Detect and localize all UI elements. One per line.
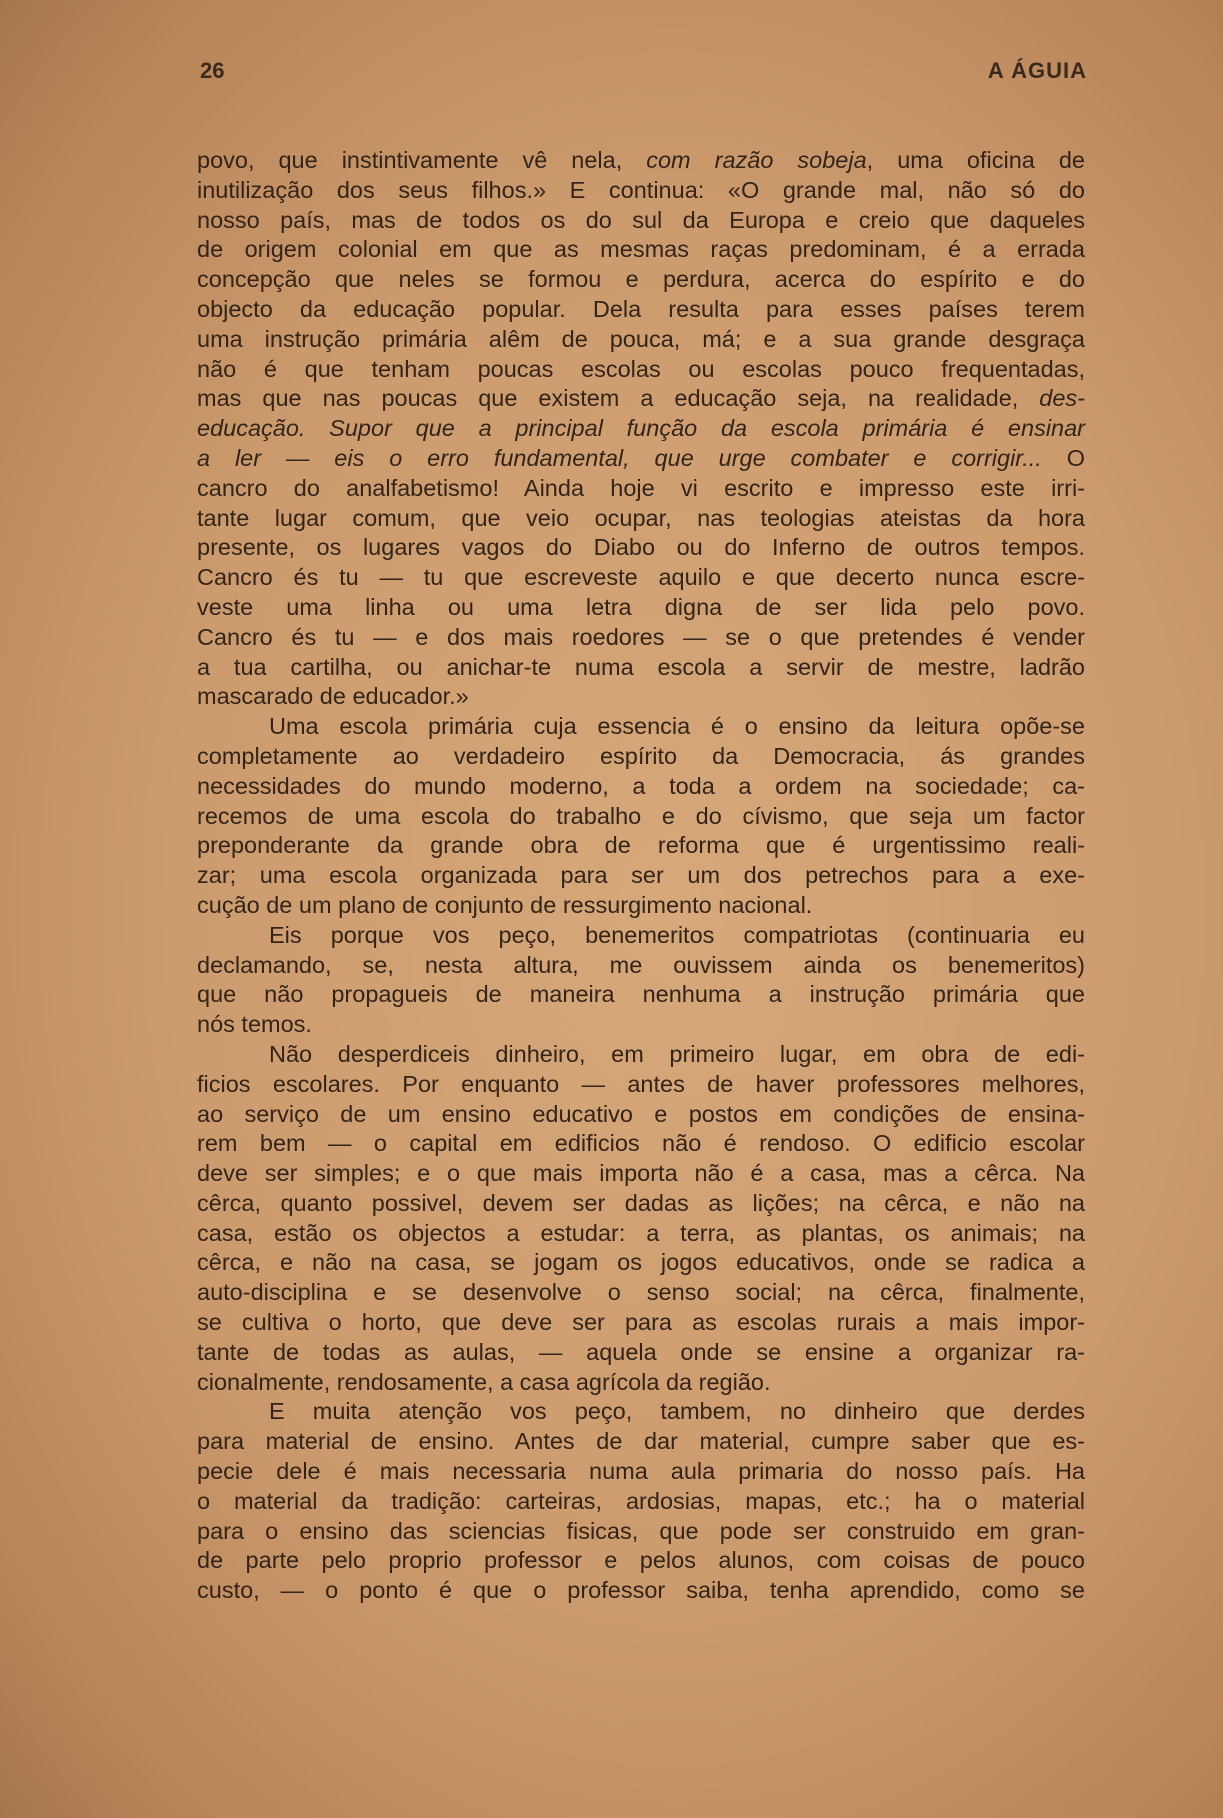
text-span: auto-disciplina e se desenvolve o senso social; na cêrca, finalmente,: [197, 1279, 1085, 1306]
text-span: recemos de uma escola do trabalho e do cívismo, que seja um factor: [197, 802, 1085, 829]
italic-text: educação. Supor que a principal função da escola primária é ensinar: [197, 415, 1085, 442]
text-span: veste uma linha ou uma letra digna de ser lida pelo povo.: [197, 593, 1085, 620]
text-span: a tua cartilha, ou anichar-te numa escola a servir de mestre, ladrão: [197, 653, 1085, 680]
text-line: [197, 1338, 1085, 1368]
text-line: [197, 1368, 1085, 1398]
text-line: [197, 533, 1085, 563]
text-line: [197, 1100, 1085, 1130]
text-line: [197, 1278, 1085, 1308]
text-span: Uma escola primária cuja essencia é o ensino da leitura opõe-se: [269, 713, 1085, 740]
italic-text: a ler — eis o erro fundamental, que urge combater e corrigir...: [197, 444, 1042, 471]
text-line: [197, 802, 1085, 832]
text-span: cionalmente, rendosamente, a casa agrícola da região.: [197, 1368, 771, 1395]
text-span: E muita atenção vos peço, tambem, no dinheiro que derdes: [269, 1398, 1085, 1425]
text-line: [197, 1010, 1085, 1040]
text-span: Eis porque vos peço, benemeritos compatriotas (continuaria eu: [269, 921, 1085, 948]
paragraph: [197, 712, 1085, 921]
text-span: Não desperdiceis dinheiro, em primeiro lugar, em obra de edi-: [269, 1040, 1085, 1067]
text-span: preponderante da grande obra de reforma que é urgentissimo reali-: [197, 832, 1085, 859]
text-span: nosso país, mas de todos os do sul da Europa e creio que daqueles: [197, 206, 1085, 233]
paragraph: [197, 146, 1085, 712]
text-line: [197, 176, 1085, 206]
text-line: [197, 1517, 1085, 1547]
italic-text: com razão sobeja: [646, 147, 867, 173]
text-line: [197, 772, 1085, 802]
text-span: tante de todas as aulas, — aquela onde se ensine a organizar ra-: [197, 1338, 1085, 1365]
text-line: [197, 891, 1085, 921]
text-span: casa, estão os objectos a estudar: a terra, as plantas, os animais; na: [197, 1219, 1085, 1246]
text-line: [197, 921, 1085, 951]
text-line: [197, 146, 1085, 176]
italic-text: des-: [1039, 385, 1085, 412]
text-line: [197, 861, 1085, 891]
text-span: ficios escolares. Por enquanto — antes de haver professores melhores,: [197, 1070, 1085, 1097]
text-line: [197, 474, 1085, 504]
text-line: [197, 504, 1085, 534]
text-line: [197, 831, 1085, 861]
running-header-title: A ÁGUIA: [987, 58, 1087, 83]
text-line: [197, 593, 1085, 623]
text-line: [197, 951, 1085, 981]
text-line: [197, 1248, 1085, 1278]
text-line: [197, 1487, 1085, 1517]
text-line: [197, 563, 1085, 593]
text-span: custo, — o ponto é que o professor saiba, tenha aprendido, como se: [197, 1577, 1085, 1604]
text-span: objecto da educação popular. Dela resulta para esses países terem: [197, 295, 1085, 322]
text-span: , uma oficina de: [866, 147, 1085, 173]
text-span: mascarado de educador.»: [197, 683, 469, 710]
text-line: [197, 1576, 1085, 1606]
text-span: que não propagueis de maneira nenhuma a instrução primária que: [197, 981, 1085, 1008]
text-span: para o ensino das sciencias fisicas, que pode ser construido em gran-: [197, 1517, 1085, 1544]
text-line: [197, 1189, 1085, 1219]
text-span: de parte pelo proprio professor e pelos alunos, com coisas de pouco: [197, 1547, 1085, 1574]
text-line: [197, 265, 1085, 295]
text-span: para material de ensino. Antes de dar material, cumpre saber que es-: [197, 1428, 1085, 1455]
text-span: povo, que instintivamente vê nela,: [197, 147, 647, 173]
text-line: [197, 1397, 1085, 1427]
text-span: não é que tenham poucas escolas ou escolas pouco frequentadas,: [197, 355, 1085, 382]
text-span: tante lugar comum, que veio ocupar, nas teologias ateistas da hora: [197, 504, 1085, 531]
text-line: [197, 742, 1085, 772]
text-line: [197, 295, 1085, 325]
text-line: [197, 384, 1085, 414]
text-span: presente, os lugares vagos do Diabo ou do Inferno de outros tempos.: [197, 534, 1085, 561]
text-line: [197, 682, 1085, 712]
paragraph: [197, 1397, 1085, 1606]
text-line: [197, 325, 1085, 355]
text-line: [197, 1457, 1085, 1487]
text-span: ao serviço de um ensino educativo e postos em condições de ensina-: [197, 1100, 1085, 1127]
text-line: [197, 1308, 1085, 1338]
text-span: cancro do analfabetismo! Ainda hoje vi escrito e impresso este irri-: [197, 474, 1085, 501]
text-span: necessidades do mundo moderno, a toda a ordem na sociedade; ca-: [197, 772, 1085, 799]
text-line: [197, 1219, 1085, 1249]
text-span: Cancro és tu — e dos mais roedores — se o que pretendes é vender: [197, 623, 1085, 650]
text-span: deve ser simples; e o que mais importa não é a casa, mas a cêrca. Na: [197, 1160, 1085, 1187]
text-span: inutilização dos seus filhos.» E continua: «O grande mal, não só do: [197, 176, 1085, 203]
text-span: de origem colonial em que as mesmas raças predominam, é a errada: [197, 236, 1085, 263]
text-line: [197, 1159, 1085, 1189]
page-number: 26: [200, 58, 225, 83]
text-span: cêrca, e não na casa, se jogam os jogos educativos, onde se radica a: [197, 1249, 1085, 1276]
text-span: cêrca, quanto possivel, devem ser dadas as lições; na cêrca, e não na: [197, 1189, 1085, 1216]
text-span: uma instrução primária alêm de pouca, má; e a sua grande desgraça: [197, 325, 1085, 352]
text-line: [197, 1129, 1085, 1159]
text-line: [197, 653, 1085, 683]
text-line: [197, 444, 1085, 474]
text-line: [197, 355, 1085, 385]
text-span: se cultiva o horto, que deve ser para as escolas rurais a mais impor-: [197, 1309, 1085, 1336]
text-span: completamente ao verdadeiro espírito da Democracia, ás grandes: [197, 742, 1085, 769]
text-span: Cancro és tu — tu que escreveste aquilo e que decerto nunca escre-: [197, 564, 1085, 591]
text-line: [197, 206, 1085, 236]
text-span: pecie dele é mais necessaria numa aula primaria do nosso país. Ha: [197, 1458, 1085, 1485]
text-span: mas que nas poucas que existem a educação seja, na realidade,: [197, 385, 1040, 412]
text-span: declamando, se, nesta altura, me ouvissem ainda os benemeritos): [197, 951, 1085, 978]
text-span: zar; uma escola organizada para ser um dos petrechos para a exe-: [197, 862, 1085, 889]
text-line: [197, 1040, 1085, 1070]
text-span: cução de um plano de conjunto de ressurgimento nacional.: [197, 891, 813, 918]
text-line: [197, 712, 1085, 742]
text-span: O: [1041, 444, 1085, 471]
body-text: [197, 146, 1085, 1606]
text-line: [197, 414, 1085, 444]
text-line: [197, 1427, 1085, 1457]
text-span: concepção que neles se formou e perdura, acerca do espírito e do: [197, 266, 1085, 293]
text-span: o material da tradição: carteiras, ardosias, mapas, etc.; ha o material: [197, 1487, 1085, 1514]
text-line: [197, 1070, 1085, 1100]
text-span: rem bem — o capital em edificios não é rendoso. O edificio escolar: [197, 1130, 1085, 1157]
text-line: [197, 980, 1085, 1010]
text-line: [197, 1546, 1085, 1576]
paragraph: [197, 1040, 1085, 1398]
text-span: nós temos.: [197, 1011, 312, 1038]
paragraph: [197, 921, 1085, 1040]
text-line: [197, 623, 1085, 653]
text-line: [197, 235, 1085, 265]
